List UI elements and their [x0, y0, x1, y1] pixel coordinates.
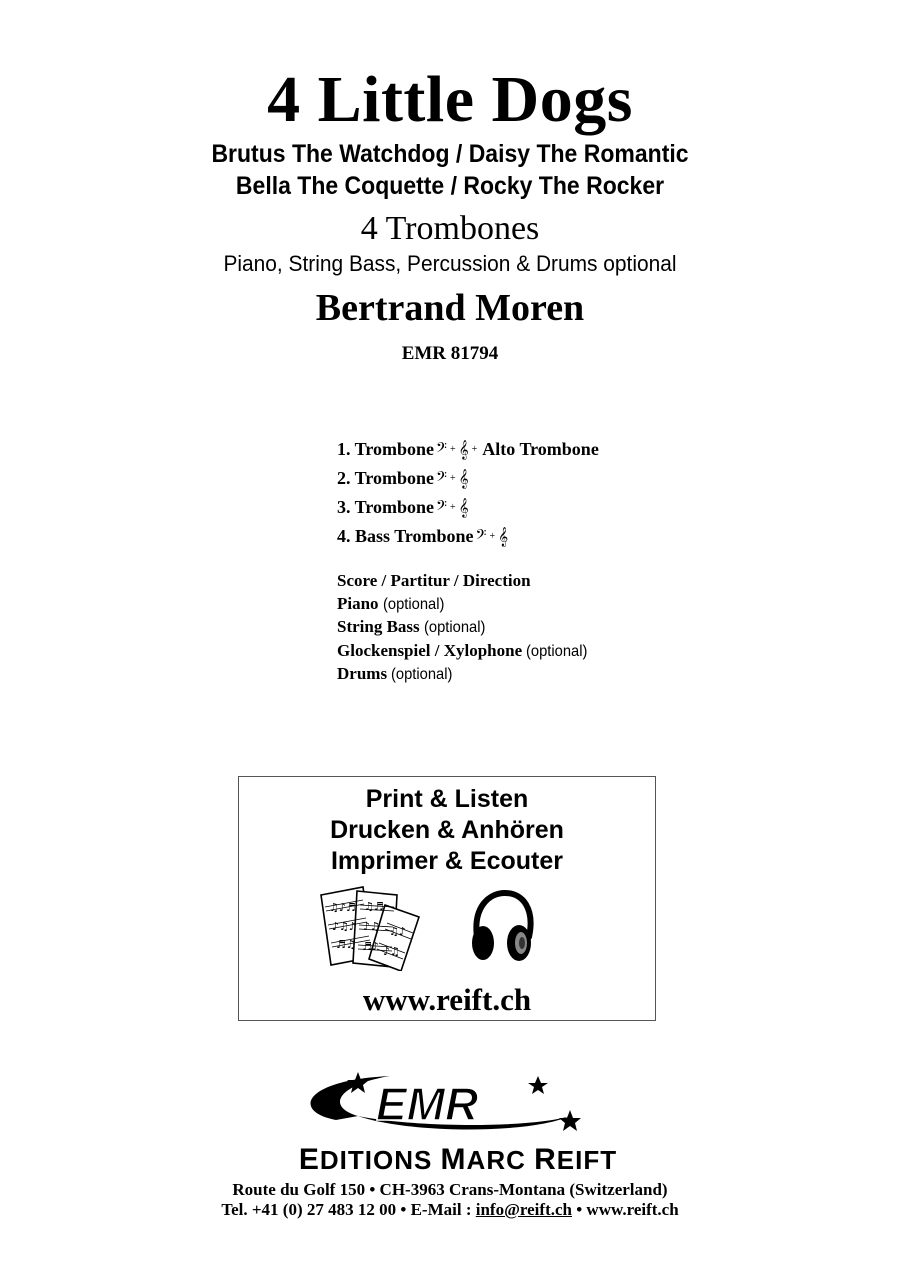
- name-cap: M: [440, 1143, 467, 1176]
- treble-clef-icon: 𝄞: [498, 526, 509, 546]
- part-item: [337, 435, 599, 464]
- promo-line: Drucken & Anhören: [330, 816, 564, 844]
- page-title: 4 Little Dogs: [267, 63, 633, 136]
- plus-sign: +: [449, 444, 456, 455]
- extra-item: [337, 663, 593, 687]
- svg-text:♫♪: ♫♪: [389, 925, 406, 938]
- extra-name: String Bass: [337, 617, 420, 636]
- parts-list: [337, 435, 599, 551]
- part-item: [337, 493, 599, 522]
- print-listen-box: [238, 776, 656, 1021]
- svg-text:♫♬: ♫♬: [364, 900, 384, 913]
- instrumentation: 4 Trombones: [360, 210, 540, 247]
- plus-sign: +: [449, 502, 456, 513]
- plus-sign: +: [489, 531, 496, 542]
- bass-clef-icon: 𝄢: [436, 497, 447, 517]
- subtitle-line: Brutus The Watchdog / Daisy The Romantic: [211, 140, 689, 168]
- publisher-address: Route du Golf 150 • CH-3963 Crans-Montana (Switzerland): [232, 1180, 668, 1199]
- publisher-contact: [0, 1200, 900, 1220]
- bass-clef-icon: 𝄢: [436, 439, 447, 459]
- svg-text:♬♪: ♬♪: [362, 940, 379, 953]
- promo-url[interactable]: www.reift.ch: [362, 982, 532, 1017]
- name-cap: R: [534, 1143, 557, 1176]
- extra-note: (optional): [391, 666, 453, 683]
- part-label: 3. Trombone: [337, 497, 435, 517]
- extra-note: (optional): [526, 642, 588, 660]
- part-item: [337, 464, 599, 493]
- part-label: 2. Trombone: [337, 468, 435, 488]
- name-rest: ARC: [466, 1145, 535, 1175]
- clef-group: [436, 469, 469, 489]
- svg-text:♬♫: ♬♫: [336, 938, 356, 951]
- logo-text: EMR: [376, 1078, 479, 1130]
- extra-name: Glockenspiel / Xylophone: [337, 640, 523, 660]
- part-label: 4. Bass Trombone: [337, 526, 474, 546]
- sheet-music-icon: [317, 883, 422, 971]
- bass-clef-icon: 𝄢: [436, 468, 447, 488]
- bass-clef-icon: 𝄢: [475, 526, 487, 546]
- contact-web: • www.reift.ch: [571, 1200, 679, 1219]
- headphones-icon: [467, 887, 537, 967]
- treble-clef-icon: 𝄞: [458, 439, 469, 459]
- plus-sign: +: [449, 473, 456, 484]
- extra-name: Drums: [337, 664, 388, 683]
- composer-name: Bertrand Moren: [315, 287, 585, 329]
- extra-name: Piano: [337, 593, 379, 613]
- svg-text:♫♪♬: ♫♪♬: [329, 901, 356, 914]
- clef-group: [436, 440, 480, 460]
- subtitle-line: Bella The Coquette / Rocky The Rocker: [235, 172, 665, 200]
- name-cap: E: [298, 1143, 320, 1176]
- plus-sign: +: [471, 444, 478, 455]
- svg-text:♪♫: ♪♫: [383, 945, 400, 958]
- treble-clef-icon: 𝄞: [458, 497, 469, 517]
- clef-group: [476, 527, 509, 547]
- emr-logo: [240, 1072, 676, 1142]
- extra-note: (optional): [423, 619, 486, 636]
- extra-item: [337, 570, 593, 593]
- name-rest: DITIONS: [319, 1145, 441, 1175]
- name-rest: EIFT: [556, 1145, 618, 1175]
- contact-tel: Tel. +41 (0) 27 483 12 00 • E-Mail :: [221, 1200, 476, 1219]
- part-extra: Alto Trombone: [482, 439, 599, 459]
- publisher-name: [240, 1143, 676, 1177]
- extra-item: [337, 593, 593, 617]
- catalog-number: EMR 81794: [401, 343, 499, 364]
- treble-clef-icon: 𝄞: [458, 468, 469, 488]
- part-label: 1. Trombone: [337, 439, 435, 459]
- promo-line: Imprimer & Ecouter: [330, 847, 563, 875]
- extra-name: Score / Partitur / Direction: [337, 571, 531, 590]
- svg-text:♪♫♪: ♪♫♪: [332, 920, 356, 933]
- extra-item: [337, 616, 593, 640]
- extra-note: (optional): [382, 595, 445, 613]
- extra-item: [337, 640, 593, 664]
- optional-instruments: Piano, String Bass, Percussion & Drums optional: [223, 251, 677, 276]
- email-link[interactable]: info@reift.ch: [475, 1200, 572, 1219]
- promo-line: Print & Listen: [365, 785, 529, 813]
- svg-text:♪♫: ♪♫: [363, 920, 380, 933]
- clef-group: [436, 498, 469, 518]
- part-item: [337, 522, 599, 551]
- additional-parts-list: [337, 570, 593, 687]
